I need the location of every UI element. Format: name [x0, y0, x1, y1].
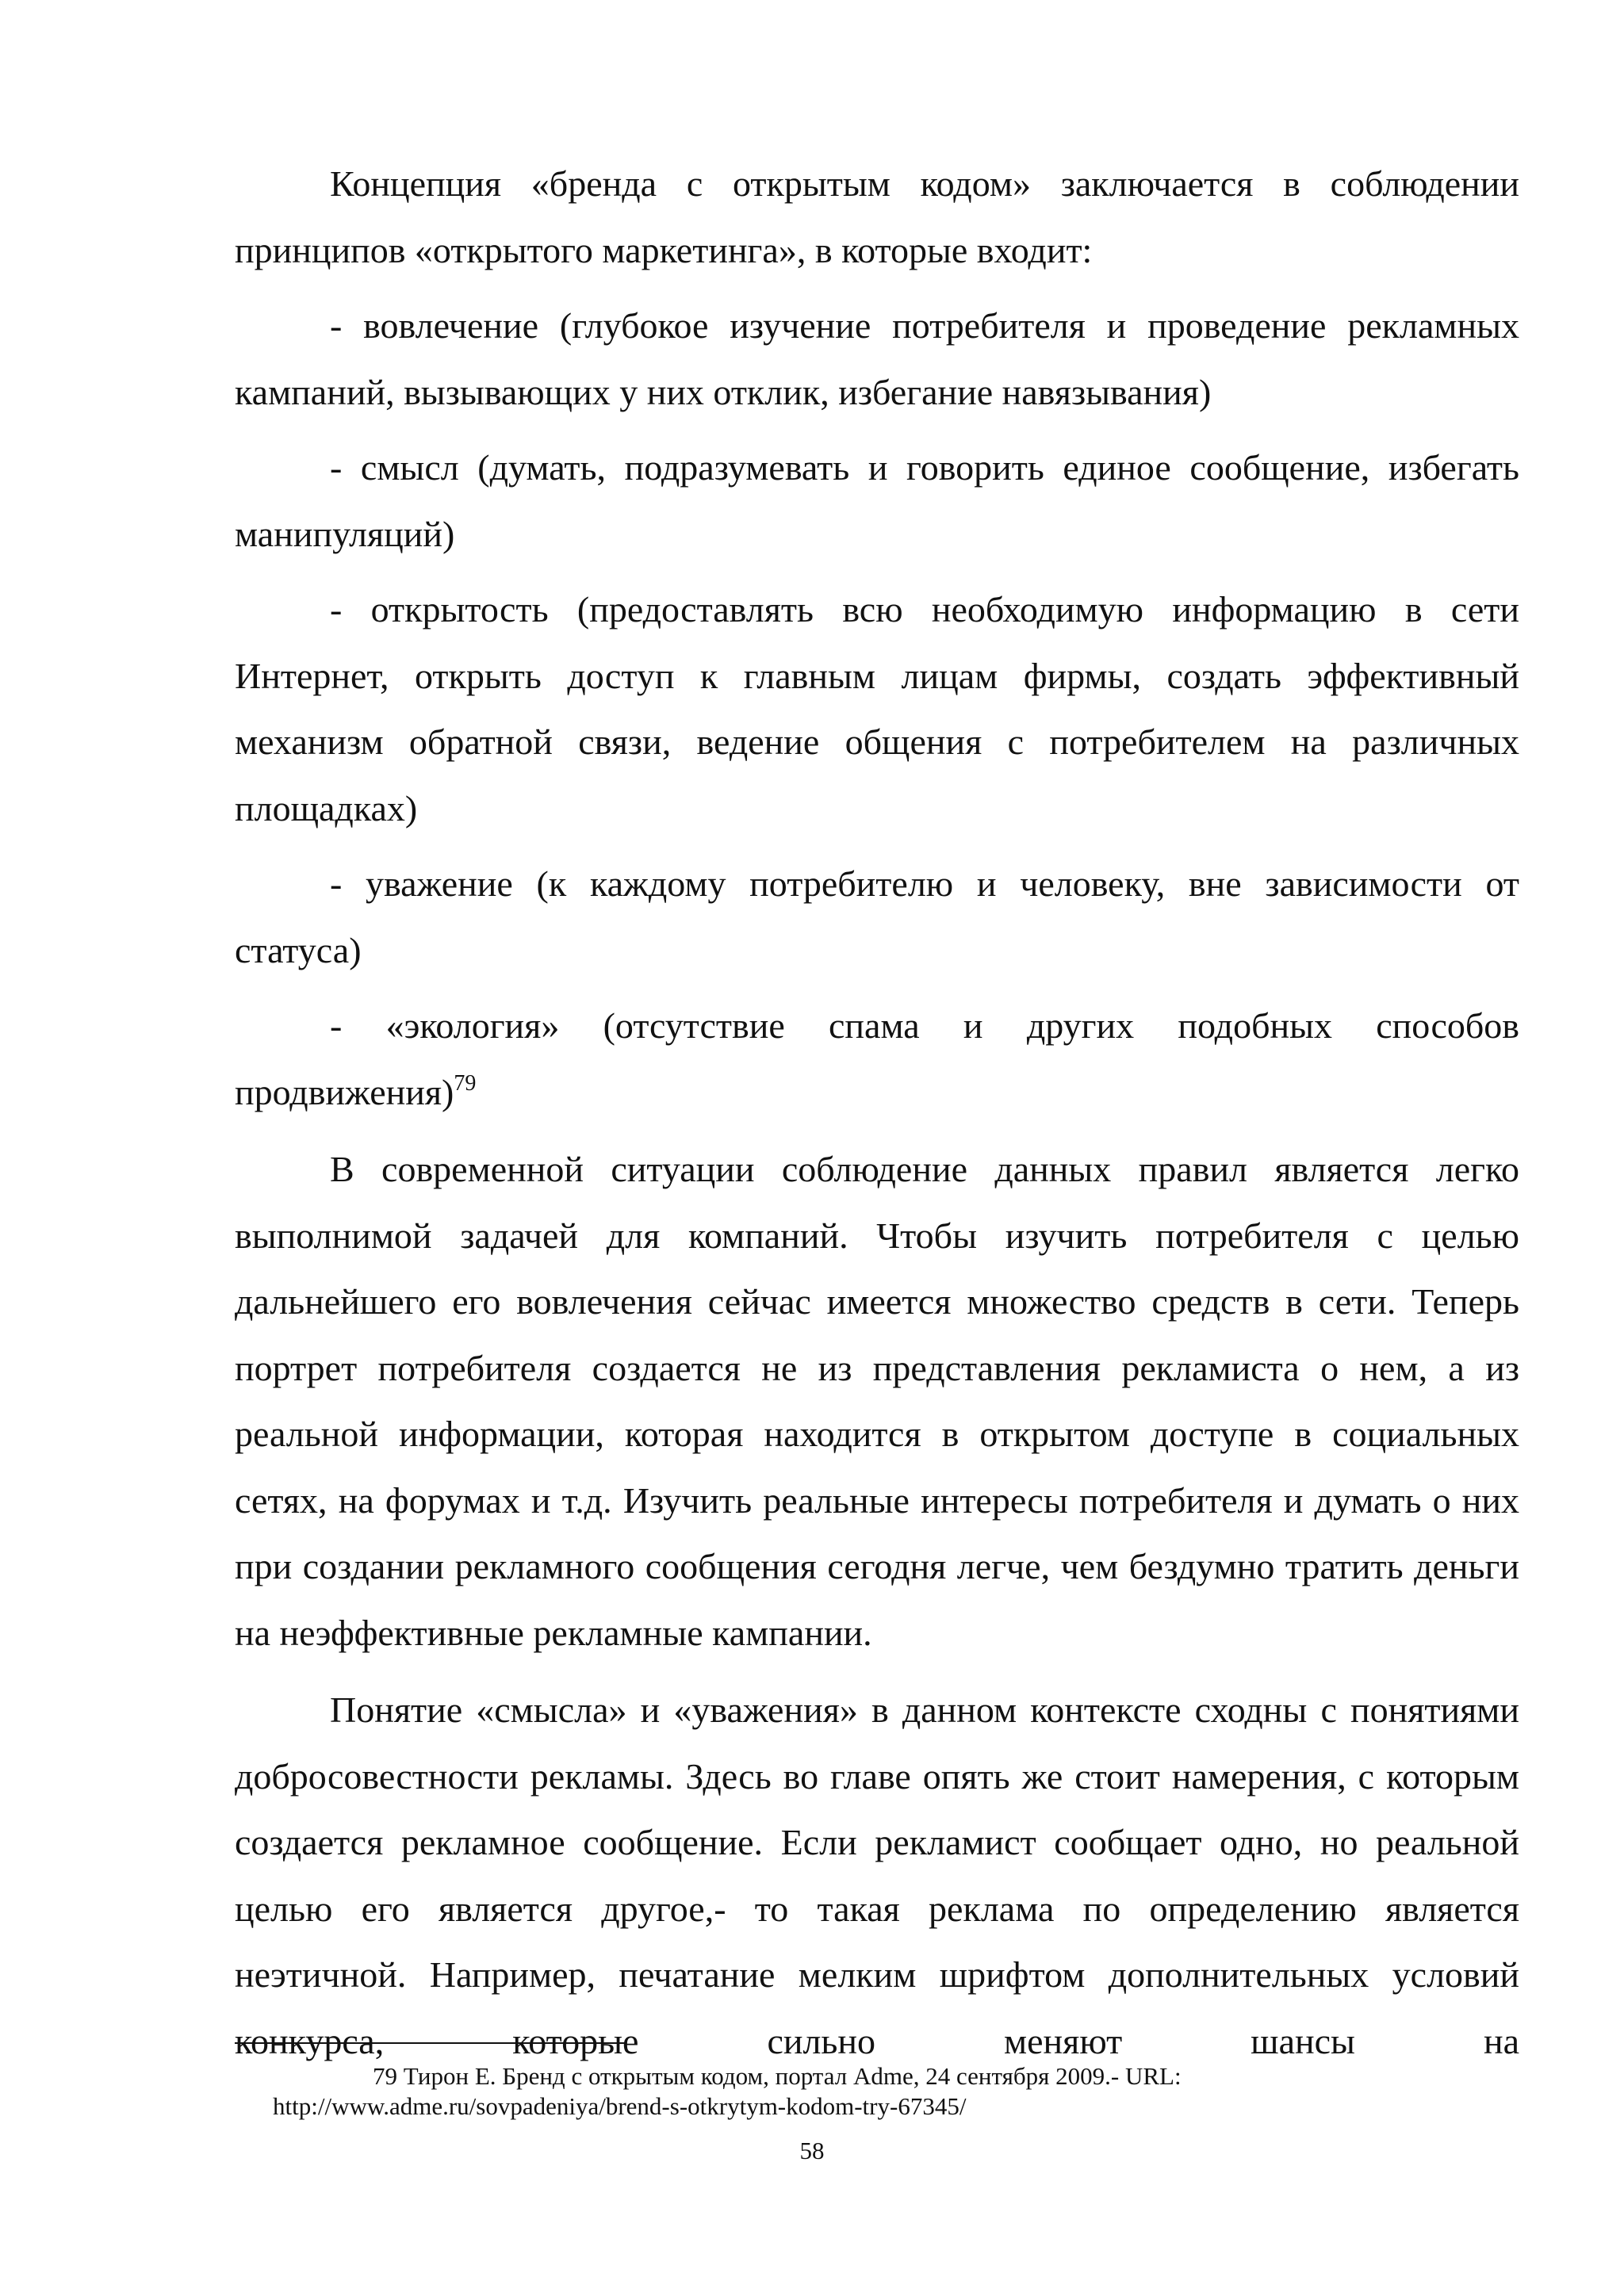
list-item-ecology-text: - «экология» (отсутствие спама и других подобных способов продвижения): [235, 1005, 1519, 1112]
page-number: 58: [799, 2137, 825, 2164]
list-item-respect: - уважение (к каждому потребителю и человеку, вне зависимости от статуса): [235, 863, 1519, 970]
footnote-url: http://www.adme.ru/sovpadeniya/brend-s-otkrytym-kodom-try-67345/: [273, 2092, 967, 2120]
list-item-meaning: - смысл (думать, подразумевать и говорить единое сообщение, избегать манипуляций): [235, 447, 1519, 554]
footnote-reference: 79: [454, 1070, 477, 1096]
paragraph-meaning-respect: Понятие «смысла» и «уважения» в данном контексте сходны с понятиями добросовестности рекламы. Здесь во главе опять же стоит намерения, с которым создается рекламное сообщение. Если рекламист сообщает одно, но реальной целью его является другое,- то такая реклама по определению является неэтичной. Например, печатание мелким шрифтом дополнительных условий конкурса, которые сильно меняют шансы на: [235, 1689, 1519, 2061]
body-text: [235, 151, 1519, 2074]
paragraph-open-brand-concept: Концепция «бренда с открытым кодом» заключается в соблюдении принципов «открытого маркетинга», в которые входит:: [235, 163, 1519, 270]
list-item-openness: - открытость (предоставлять всю необходимую информацию в сети Интернет, открыть доступ к главным лицам фирмы, создать эффективный механизм обратной связи, ведение общения с потребителем на различных площадках): [235, 589, 1519, 828]
footnote: [235, 2061, 1519, 2122]
footnote-citation: 79 Тирон Е. Бренд с открытым кодом, портал Adme, 24 сентября 2009.- URL:: [373, 2062, 1182, 2090]
list-item-involvement: - вовлечение (глубокое изучение потребителя и проведение рекламных кампаний, вызывающих у них отклик, избегание навязывания): [235, 305, 1519, 412]
footnote-separator: [235, 2042, 626, 2044]
list-item-ecology: [235, 993, 1519, 1125]
paragraph-modern-situation: В современной ситуации соблюдение данных правил является легко выполнимой задачей для компаний. Чтобы изучить потребителя с целью дальнейшего его вовлечения сейчас имеется множество средств в сети. Теперь портрет потребителя создается не из представления рекламиста о нем, а из реальной информации, которая находится в открытом доступе в социальных сетях, на форумах и т.д. Изучить реальные интересы потребителя и думать о них при создании рекламного сообщения сегодня легче, чем бездумно тратить деньги на неэффективные рекламные кампании.: [235, 1149, 1519, 1653]
